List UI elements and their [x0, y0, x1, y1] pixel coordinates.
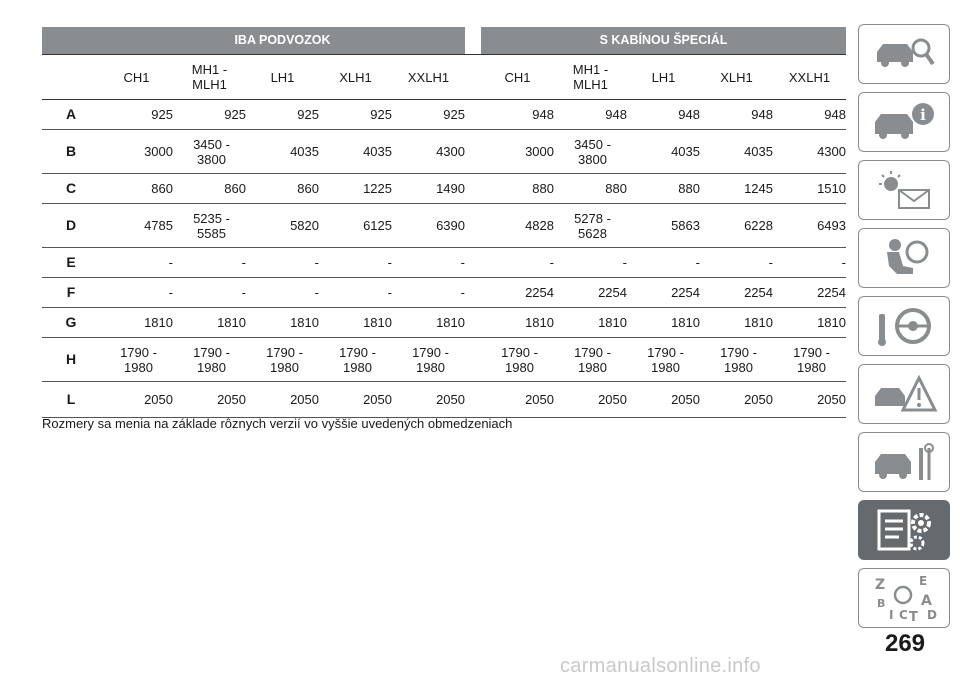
table-cell: 3450 - 3800 — [554, 130, 627, 174]
table-cell: - — [481, 248, 554, 278]
table-cell: - — [700, 248, 773, 278]
table-cell: 6390 — [392, 204, 465, 248]
table-cell: 925 — [246, 100, 319, 130]
specs-gears-icon — [869, 505, 939, 555]
table-cell: 1810 — [246, 308, 319, 338]
table-cell: - — [773, 248, 846, 278]
group-header-chassis-only: IBA PODVOZOK — [100, 27, 465, 55]
table-row — [42, 204, 846, 248]
table-row — [42, 248, 846, 278]
table-cell: 4035 — [700, 130, 773, 174]
table-cell: 948 — [481, 100, 554, 130]
table-cell: 5863 — [627, 204, 700, 248]
table-cell: - — [100, 248, 173, 278]
table-cell: 925 — [173, 100, 246, 130]
table-cell: 2254 — [773, 278, 846, 308]
side-tab-car-info[interactable] — [858, 92, 950, 152]
chapter-side-nav — [858, 24, 952, 636]
table-cell: - — [554, 248, 627, 278]
table-cell: 1790 - 1980 — [481, 338, 554, 382]
table-cell: 925 — [392, 100, 465, 130]
side-tab-steering-wheel-key[interactable] — [858, 296, 950, 356]
column-spacer — [465, 382, 481, 418]
table-cell: - — [246, 278, 319, 308]
table-cell: 2254 — [700, 278, 773, 308]
table-cell: 1810 — [773, 308, 846, 338]
column-header-row — [42, 55, 846, 100]
table-cell: 1490 — [392, 174, 465, 204]
table-cell: 1225 — [319, 174, 392, 204]
table-row — [42, 174, 846, 204]
side-tab-warning-light-message[interactable] — [858, 160, 950, 220]
column-header: CH1 — [481, 55, 554, 100]
table-cell: 1810 — [554, 308, 627, 338]
svg-text:D: D — [927, 608, 937, 622]
table-cell: 880 — [481, 174, 554, 204]
table-cell: 1790 - 1980 — [700, 338, 773, 382]
table-cell: 4785 — [100, 204, 173, 248]
table-cell: 948 — [554, 100, 627, 130]
car-info-icon — [869, 100, 939, 144]
table-cell: 1810 — [700, 308, 773, 338]
table-cell: 1790 - 1980 — [319, 338, 392, 382]
column-spacer — [465, 174, 481, 204]
table-cell: 2050 — [100, 382, 173, 418]
table-cell: 2050 — [173, 382, 246, 418]
column-header: XLH1 — [700, 55, 773, 100]
car-tools-icon — [869, 440, 939, 484]
row-label: E — [42, 248, 100, 278]
header-band-gap — [465, 27, 481, 55]
row-label: H — [42, 338, 100, 382]
side-tab-car-tools[interactable] — [858, 432, 950, 492]
table-cell: 860 — [100, 174, 173, 204]
table-cell: 6125 — [319, 204, 392, 248]
car-search-icon — [869, 32, 939, 76]
table-cell: 2050 — [700, 382, 773, 418]
column-spacer — [465, 278, 481, 308]
table-cell: 948 — [773, 100, 846, 130]
page-number: 269 — [884, 630, 926, 657]
row-label: G — [42, 308, 100, 338]
column-header: LH1 — [627, 55, 700, 100]
table-cell: 1790 - 1980 — [392, 338, 465, 382]
table-cell: 948 — [627, 100, 700, 130]
table-cell: 3000 — [100, 130, 173, 174]
table-cell: 2050 — [773, 382, 846, 418]
column-spacer — [465, 204, 481, 248]
table-cell: 5820 — [246, 204, 319, 248]
column-spacer — [465, 100, 481, 130]
warning-triangle-car-icon — [869, 372, 939, 416]
svg-text:B: B — [877, 597, 886, 610]
row-label: B — [42, 130, 100, 174]
table-cell: 2050 — [554, 382, 627, 418]
table-cell: 1245 — [700, 174, 773, 204]
table-cell: 860 — [173, 174, 246, 204]
table-cell: 1790 - 1980 — [173, 338, 246, 382]
watermark: carmanualsonline.info — [560, 655, 761, 677]
table-cell: 2254 — [481, 278, 554, 308]
side-tab-specs-gears[interactable] — [858, 500, 950, 560]
table-cell: - — [319, 278, 392, 308]
table-cell: 2254 — [554, 278, 627, 308]
dimensions-table — [42, 27, 846, 418]
table-cell: 4035 — [246, 130, 319, 174]
table-cell: 1790 - 1980 — [627, 338, 700, 382]
table-row — [42, 382, 846, 418]
table-cell: 2050 — [392, 382, 465, 418]
column-header: XXLH1 — [392, 55, 465, 100]
table-row — [42, 100, 846, 130]
table-cell: 1810 — [100, 308, 173, 338]
table-cell: - — [319, 248, 392, 278]
group-header-row — [42, 27, 846, 55]
warning-light-message-icon — [869, 168, 939, 212]
table-cell: 860 — [246, 174, 319, 204]
table-cell: 880 — [554, 174, 627, 204]
svg-text:Z: Z — [875, 577, 886, 593]
table-cell: 3450 - 3800 — [173, 130, 246, 174]
table-cell: 4300 — [773, 130, 846, 174]
table-cell: 1810 — [481, 308, 554, 338]
table-cell: 925 — [100, 100, 173, 130]
column-spacer — [465, 338, 481, 382]
column-header: MH1 - MLH1 — [173, 55, 246, 100]
column-header: CH1 — [100, 55, 173, 100]
table-cell: - — [173, 248, 246, 278]
table-cell: - — [173, 278, 246, 308]
table-cell: 3000 — [481, 130, 554, 174]
column-header-empty — [42, 55, 100, 100]
table-row — [42, 130, 846, 174]
table-cell: 1790 - 1980 — [773, 338, 846, 382]
table-cell: 2050 — [319, 382, 392, 418]
svg-text:T: T — [909, 610, 918, 623]
row-label: D — [42, 204, 100, 248]
side-tab-warning-triangle-car[interactable] — [858, 364, 950, 424]
row-label: A — [42, 100, 100, 130]
table-cell: 1790 - 1980 — [554, 338, 627, 382]
table-row — [42, 278, 846, 308]
table-cell: 5278 - 5628 — [554, 204, 627, 248]
steering-wheel-key-icon — [869, 304, 939, 348]
table-cell: 2050 — [481, 382, 554, 418]
alphabet-index-icon — [869, 573, 939, 623]
row-label: L — [42, 382, 100, 418]
table-cell: 880 — [627, 174, 700, 204]
svg-text:C: C — [899, 608, 908, 622]
side-tab-airbag-passenger[interactable] — [858, 228, 950, 288]
header-band-spacer — [42, 27, 100, 55]
column-header: XXLH1 — [773, 55, 846, 100]
table-cell: 4035 — [627, 130, 700, 174]
column-header: MH1 - MLH1 — [554, 55, 627, 100]
table-cell: 1810 — [319, 308, 392, 338]
side-tab-alphabet-index[interactable] — [858, 568, 950, 628]
table-row — [42, 308, 846, 338]
svg-text:E: E — [919, 574, 928, 588]
table-cell: 1790 - 1980 — [246, 338, 319, 382]
table-cell: - — [627, 248, 700, 278]
table-cell: 948 — [700, 100, 773, 130]
table-cell: 1790 - 1980 — [100, 338, 173, 382]
column-header: XLH1 — [319, 55, 392, 100]
svg-text:I: I — [889, 608, 894, 622]
table-cell: 925 — [319, 100, 392, 130]
table-cell: - — [392, 248, 465, 278]
column-spacer — [465, 130, 481, 174]
group-header-special-cab: S KABÍNOU ŠPECIÁL — [481, 27, 846, 55]
table-cell: 2050 — [627, 382, 700, 418]
row-label: C — [42, 174, 100, 204]
footnote: Rozmery sa menia na základe rôznych verzií vo vyššie uvedených obmedzeniach — [42, 416, 513, 431]
table-cell: 1810 — [627, 308, 700, 338]
table-cell: 1510 — [773, 174, 846, 204]
column-spacer — [465, 55, 481, 100]
table-cell: 4828 — [481, 204, 554, 248]
table-cell: 4035 — [319, 130, 392, 174]
table-cell: - — [392, 278, 465, 308]
side-tab-car-search[interactable] — [858, 24, 950, 84]
table-cell: - — [100, 278, 173, 308]
column-spacer — [465, 308, 481, 338]
column-spacer — [465, 248, 481, 278]
table-cell: 6228 — [700, 204, 773, 248]
table-cell: 4300 — [392, 130, 465, 174]
table-row — [42, 338, 846, 382]
table-cell: 1810 — [173, 308, 246, 338]
table-cell: 5235 - 5585 — [173, 204, 246, 248]
column-header: LH1 — [246, 55, 319, 100]
svg-text:i: i — [920, 106, 926, 124]
table-cell: 1810 — [392, 308, 465, 338]
table-cell: 2050 — [246, 382, 319, 418]
row-label: F — [42, 278, 100, 308]
table-cell: - — [246, 248, 319, 278]
table-cell: 6493 — [773, 204, 846, 248]
table-cell: 2254 — [627, 278, 700, 308]
svg-text:A: A — [921, 593, 932, 609]
airbag-passenger-icon — [869, 236, 939, 280]
